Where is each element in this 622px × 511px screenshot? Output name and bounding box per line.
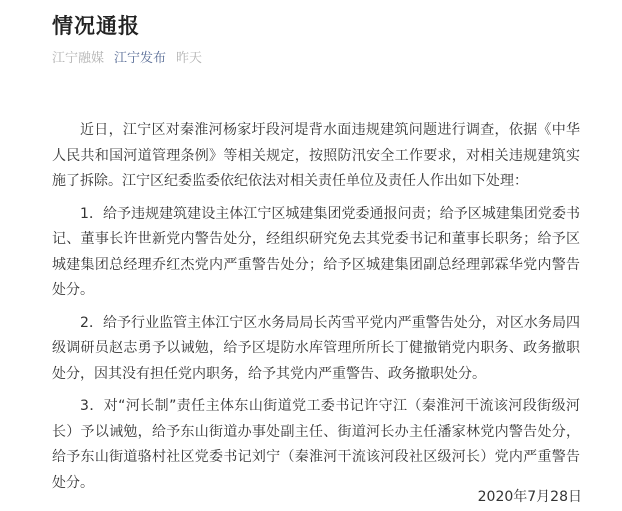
account-link[interactable]: 江宁发布 — [114, 51, 167, 66]
article-title: 情况通报 — [52, 14, 140, 38]
paragraph-item-2: 2．给予行业监管主体江宁区水务局局长芮雪平党内严重警告处分，对区水务局四级调研员赵志勇予以诫勉，给予区堤防水库管理所所长丁健撤销党内职务、政务撤职处分，因其没有担任党内职务，给予其党内严重警告、政务撤职处分。 — [52, 314, 580, 382]
paragraph-item-3: 3．对“河长制”责任主体东山街道党工委书记许守江（秦淮河干流该河段街级河长）予以诫勉，给予东山街道办事处副主任、街道河长办主任潘家林党内警告处分，给予东山街道骆村社区党委书记刘宁（秦淮河干流该河段社区级河长）党内严重警告处分。 — [52, 398, 580, 491]
article-meta — [52, 47, 202, 66]
article-body — [52, 118, 580, 503]
source-label: 江宁融媒 — [52, 51, 105, 66]
publish-time: 昨天 — [176, 51, 203, 66]
paragraph-intro: 近日，江宁区对秦淮河杨家圩段河堤背水面违规建筑问题进行调查，依据《中华人民共和国河道管理条例》等相关规定，按照防汛安全工作要求，对相关违规建筑实施了拆除。江宁区纪委监委依纪依法对相关责任单位及责任人作出如下处理： — [52, 122, 580, 189]
paragraph-item-1: 1．给予违规建筑建设主体江宁区城建集团党委通报问责；给予区城建集团党委书记、董事长许世新党内警告处分，经组织研究免去其党委书记和董事长职务；给予区城建集团总经理乔红杰党内严重警告处分；给予区城建集团副总经理郭霖华党内警告处分。 — [52, 205, 580, 298]
article-date: 2020年7月28日 — [477, 489, 582, 505]
